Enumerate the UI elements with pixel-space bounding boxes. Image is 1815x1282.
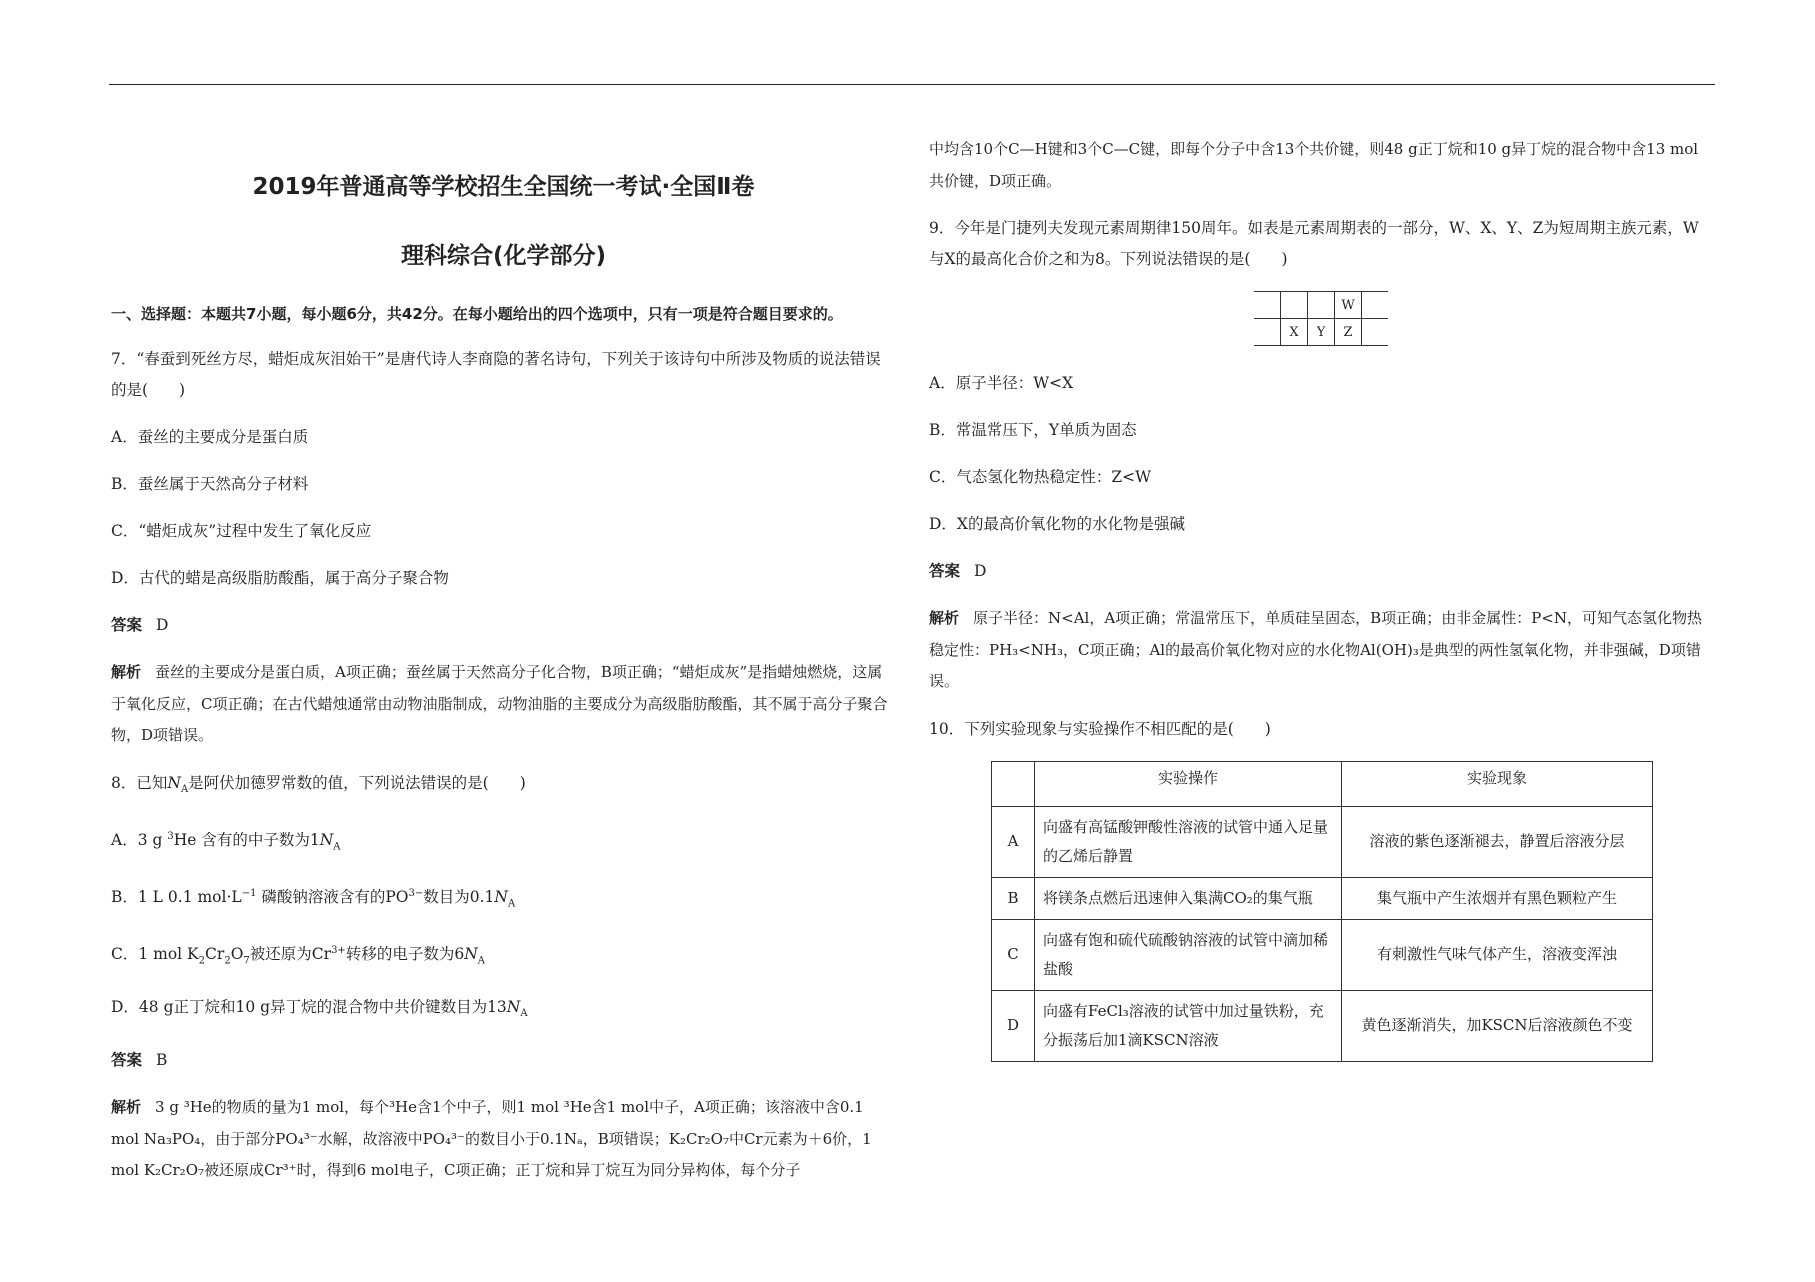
na-subscript: A bbox=[180, 783, 189, 795]
answer-label: 答案 bbox=[929, 562, 961, 580]
row-phenomenon: 集气瓶中产生浓烟并有黑色颗粒产生 bbox=[1342, 877, 1653, 919]
na-subscript: A bbox=[507, 898, 516, 910]
ion-charge: 3− bbox=[408, 887, 424, 899]
row-label: C bbox=[992, 919, 1035, 990]
explanation-label: 解析 bbox=[111, 663, 142, 681]
option-text: D．48 g正丁烷和10 g异丁烷的混合物中共价键数目为13 bbox=[111, 998, 507, 1017]
answer-label: 答案 bbox=[111, 616, 143, 634]
q9-option-b: B．常温常压下，Y单质为固态 bbox=[929, 421, 1137, 439]
q8-stem bbox=[111, 768, 896, 805]
paper-subtitle: 理科综合(化学部分) bbox=[400, 243, 607, 269]
explanation-text: 蚕丝的主要成分是蛋白质，A项正确；蚕丝属于天然高分子化合物，B项正确；“蜡炬成灰”是指蜡烛燃烧，这属于氧化反应，C项正确；在古代蜡烛通常由动物油脂制成，动物油脂的主要成分为高级脂肪酸酯，其不属于高分子聚合物，D项错误。 bbox=[111, 663, 888, 744]
option-text: He 含有的中子数为1 bbox=[173, 830, 320, 849]
q9-stem: 9．今年是门捷列夫发现元素周期律150周年。如表是元素周期表的一部分，W、X、Y、Z为短周期主族元素，W与X的最高化合价之和为8。下列说法错误的是( ) bbox=[929, 219, 1699, 268]
header-rule bbox=[109, 84, 1715, 85]
pt-cell-x: X bbox=[1281, 319, 1308, 346]
q7-stem: 7．“春蚕到死丝方尽，蜡炬成灰泪始干”是唐代诗人李商隐的著名诗句，下列关于该诗句中所涉及物质的说法错误的是( ) bbox=[111, 350, 881, 399]
explanation-text: 原子半径：N<Al，A项正确；常温常压下，单质硅呈固态，B项正确；由非金属性：P<N，可知气态氢化物热稳定性：PH₃<NH₃，C项正确；Al的最高价氧化物对应的水化物Al(OH)₃是典型的两性氢氧化物，并非强碱，D项错误。 bbox=[929, 609, 1702, 690]
section-heading: 一、选择题：本题共7小题，每小题6分，共42分。在每小题给出的四个选项中，只有一项是符合题目要求的。 bbox=[111, 305, 843, 323]
explanation-label: 解析 bbox=[929, 609, 960, 627]
pt-cell-y: Y bbox=[1308, 319, 1335, 346]
q8-explanation bbox=[111, 1092, 896, 1187]
header-cell bbox=[992, 761, 1035, 806]
q8-stem-part: 是阿伏加德罗常数的值，下列说法错误的是( ) bbox=[188, 773, 526, 792]
row-label: D bbox=[992, 990, 1035, 1061]
na-symbol: N bbox=[494, 888, 508, 906]
left-column bbox=[111, 160, 896, 1203]
explanation-label: 解析 bbox=[111, 1098, 142, 1117]
na-symbol: N bbox=[464, 945, 478, 964]
option-text: A．3 g bbox=[111, 830, 168, 849]
row-phenomenon: 黄色逐渐消失，加KSCN后溶液颜色不变 bbox=[1342, 990, 1653, 1061]
table-row bbox=[992, 877, 1653, 919]
answer-value: D bbox=[156, 616, 169, 634]
answer-value: B bbox=[156, 1051, 168, 1070]
q8-option-a bbox=[111, 821, 896, 862]
right-column bbox=[929, 134, 1714, 1062]
q7-option-b: B．蚕丝属于天然高分子材料 bbox=[111, 475, 309, 493]
option-text: 被还原为Cr bbox=[249, 945, 332, 964]
paper-title: 2019年普通高等学校招生全国统一考试·全国Ⅱ卷 bbox=[252, 174, 755, 200]
pt-cell-w: W bbox=[1335, 292, 1362, 319]
ion-charge: 3+ bbox=[331, 945, 346, 957]
option-text: 数目为0.1 bbox=[423, 888, 495, 906]
pt-cell bbox=[1362, 292, 1389, 319]
row-phenomenon: 溶液的紫色逐渐褪去，静置后溶液分层 bbox=[1342, 806, 1653, 877]
na-subscript: A bbox=[520, 1008, 528, 1020]
na-subscript: A bbox=[477, 955, 485, 967]
q8-option-d bbox=[111, 992, 896, 1029]
q9-option-c: C．气态氢化物热稳定性：Z<W bbox=[929, 468, 1152, 486]
table-row bbox=[992, 990, 1653, 1061]
q8-option-c: C．1 mol $K_2Cr_2O_7$被还原为$Cr^{3+}$转移的电子数为$6N_A$ bbox=[111, 945, 485, 967]
q8-stem-part: 8．已知 bbox=[111, 773, 168, 792]
experiment-table-header bbox=[992, 761, 1653, 806]
q9-explanation bbox=[929, 603, 1714, 698]
q8-answer bbox=[111, 1045, 896, 1076]
pt-cell bbox=[1308, 292, 1335, 319]
q7-option-a: A．蚕丝的主要成分是蛋白质 bbox=[111, 428, 309, 446]
pt-cell bbox=[1281, 292, 1308, 319]
row-operation: 向盛有FeCl₃溶液的试管中加过量铁粉，充分振荡后加1滴KSCN溶液 bbox=[1035, 990, 1342, 1061]
q8-option-b bbox=[111, 878, 896, 919]
q9-answer bbox=[929, 556, 1714, 587]
q7-answer bbox=[111, 610, 896, 641]
na-subscript: A bbox=[333, 840, 341, 852]
row-operation: 向盛有高锰酸钾酸性溶液的试管中通入足量的乙烯后静置 bbox=[1035, 806, 1342, 877]
header-operation: 实验操作 bbox=[1035, 761, 1342, 806]
pt-cell bbox=[1254, 292, 1281, 319]
row-operation: 向盛有饱和硫代硫酸钠溶液的试管中滴加稀盐酸 bbox=[1035, 919, 1342, 990]
header-phenomenon: 实验现象 bbox=[1342, 761, 1653, 806]
q10-stem: 10．下列实验现象与实验操作不相匹配的是( ) bbox=[929, 719, 1271, 738]
mass-number: 3 bbox=[167, 830, 174, 842]
q7-option-d: D．古代的蜡是高级脂肪酸酯，属于高分子聚合物 bbox=[111, 569, 449, 587]
na-symbol: N bbox=[506, 998, 521, 1017]
row-label: B bbox=[992, 877, 1035, 919]
option-text: 转移的电子数为6 bbox=[345, 945, 465, 964]
q7-explanation bbox=[111, 657, 896, 752]
unit-exponent: −1 bbox=[241, 887, 257, 899]
experiment-table bbox=[991, 761, 1653, 1062]
pt-cell bbox=[1254, 319, 1281, 346]
table-row bbox=[992, 806, 1653, 877]
table-row bbox=[992, 919, 1653, 990]
row-label: A bbox=[992, 806, 1035, 877]
periodic-table-fragment bbox=[1254, 291, 1388, 346]
answer-value: D bbox=[974, 562, 987, 580]
q9-option-d: D．X的最高价氧化物的水化物是强碱 bbox=[929, 515, 1185, 533]
pt-cell bbox=[1362, 319, 1389, 346]
na-symbol: N bbox=[319, 830, 334, 849]
option-text: B．1 L 0.1 mol·L bbox=[111, 888, 242, 906]
row-operation: 将镁条点燃后迅速伸入集满CO₂的集气瓶 bbox=[1035, 877, 1342, 919]
answer-label: 答案 bbox=[111, 1051, 143, 1070]
row-phenomenon: 有刺激性气味气体产生，溶液变浑浊 bbox=[1342, 919, 1653, 990]
option-text: C．1 mol K bbox=[111, 945, 199, 964]
option-text: 磷酸钠溶液含有的PO bbox=[256, 888, 409, 906]
pt-cell-z: Z bbox=[1335, 319, 1362, 346]
explanation-text: 3 g ³He的物质的量为1 mol，每个³He含1个中子，则1 mol ³He含1 mol中子，A项正确；该溶液中含0.1 mol Na₃PO₄，由于部分PO₄³⁻水解，故溶液中PO₄³⁻的数目小于0.1Nₐ，B项错误；K₂Cr₂O₇中Cr元素为＋6价，1 mol K₂Cr₂O₇被还原成Cr³⁺时，得到6 mol电子，C项正确；正丁烷和异丁烷互为同分异构体，每个分子 bbox=[111, 1098, 872, 1180]
q7-option-c: C．“蜡炬成灰”过程中发生了氧化反应 bbox=[111, 522, 372, 540]
na-symbol: N bbox=[167, 773, 181, 792]
q9-option-a: A．原子半径：W<X bbox=[929, 374, 1074, 392]
q8-explanation-continued: 中均含10个C—H键和3个C—C键，即每个分子中含13个共价键，则48 g正丁烷和10 g异丁烷的混合物中含13 mol 共价键，D项正确。 bbox=[929, 140, 1699, 190]
